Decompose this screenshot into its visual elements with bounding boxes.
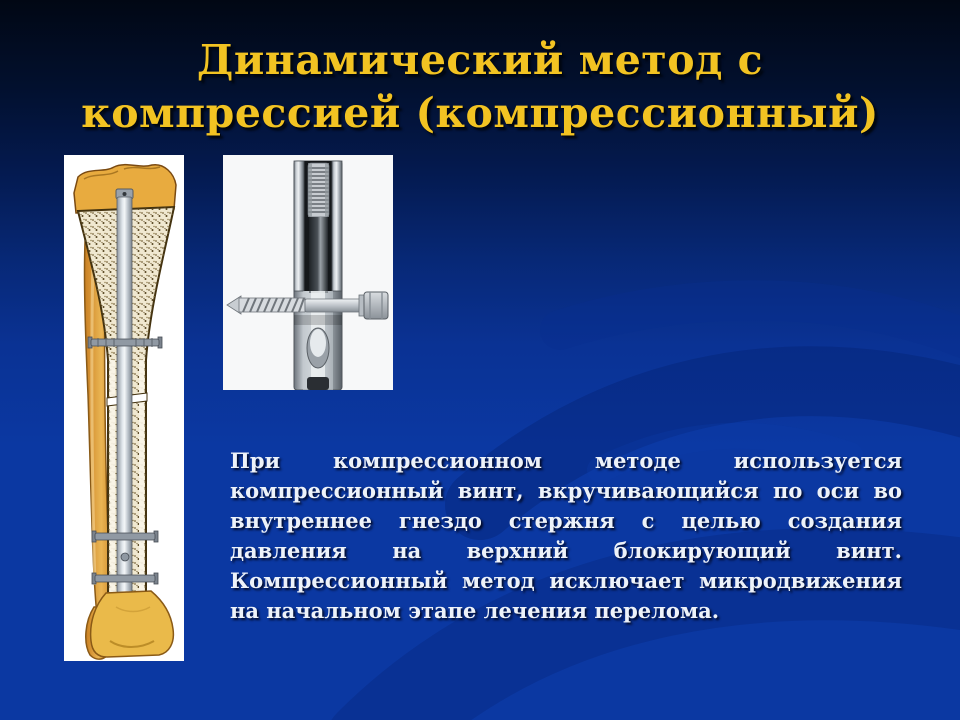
compression-screw-closeup [223,155,393,390]
distal-tibia [91,591,174,657]
compression-screw-svg [223,155,393,390]
intramedullary-nail [116,189,133,593]
tibia-illustration-svg [64,155,184,661]
compression-screw [308,163,329,293]
tibia-intramedullary-nail-illustration [64,155,184,661]
body-paragraph: При компрессионном методе используется компрессионный винт, вкручивающийся по оси во внутреннее гнездо стержня с целью создания давления на верхний блокирующий винт. Компрессионный метод исключает микродвижения на начальном этапе лечения перелома. [230,448,902,623]
slide-title-line-2: компрессией (компрессионный) [81,89,879,138]
proximal-locking-screw [88,337,162,348]
slide-title [0,34,960,141]
slide-title-line-1: Динамический метод с [196,36,764,84]
